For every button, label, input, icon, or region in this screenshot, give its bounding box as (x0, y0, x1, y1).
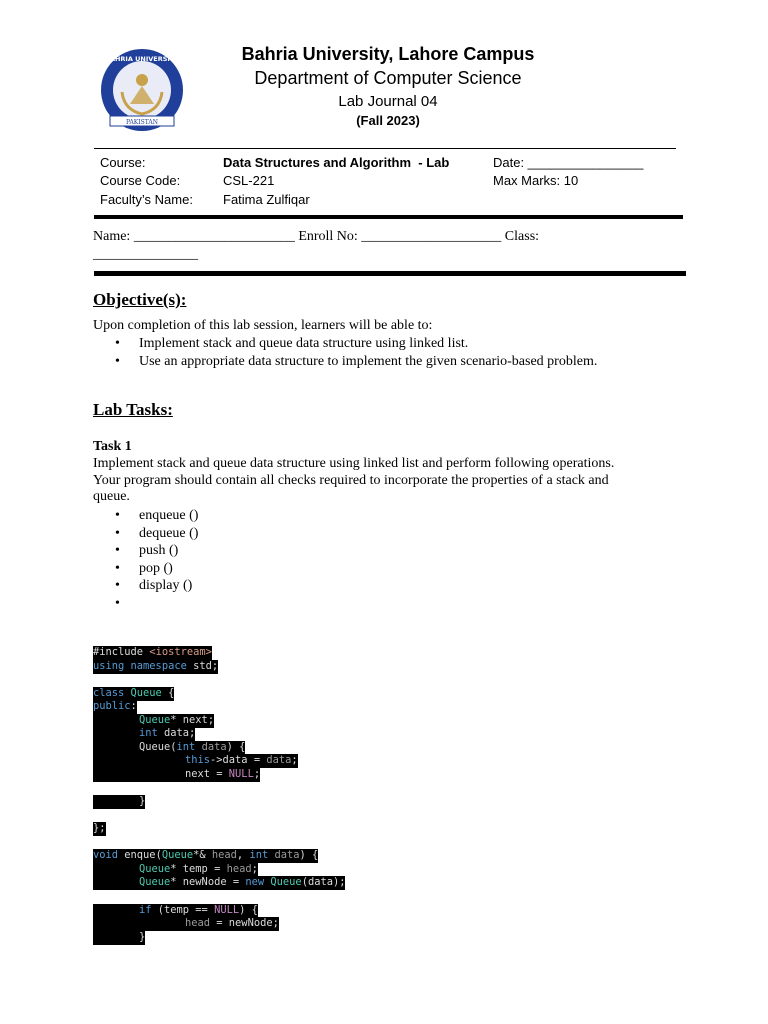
code-line: } (93, 795, 145, 809)
code-line: using namespace std; (93, 660, 219, 672)
task-description-3: queue. (93, 489, 130, 504)
course-value: Data Structures and Algorithm - Lab (223, 155, 450, 170)
code-line: } (93, 931, 145, 945)
lab-tasks-heading: Lab Tasks: (93, 400, 173, 419)
list-item: • (115, 595, 120, 611)
code-line: public: (93, 700, 137, 712)
task-title: Task 1 (93, 439, 132, 454)
student-info-line: Name: _______________________ Enroll No: ____________________ Class: (93, 229, 540, 244)
operations-list (93, 507, 198, 612)
code-line: void enque(Queue*& head, int data) { (93, 849, 319, 861)
logo-bottom-text: PAKISTAN (125, 119, 159, 126)
code-line: next = NULL; (93, 768, 260, 782)
date-field: Date: ________________ (493, 155, 644, 170)
list-item: • Use an appropriate data structure to implement the given scenario-based problem. (115, 353, 598, 369)
code-line: if (temp == NULL) { (93, 904, 258, 918)
university-title: Bahria University, Lahore Campus (241, 44, 535, 64)
objectives-list (93, 335, 597, 370)
logo-top-text: BAHRIA UNIVERSITY (105, 55, 179, 63)
code-line: head = newNode; (93, 917, 279, 931)
code-line: Queue* newNode = new Queue(data); (93, 876, 345, 890)
objectives-heading: Objective(s): (93, 290, 187, 309)
objectives-intro: Upon completion of this lab session, learners will be able to: (93, 318, 433, 333)
header-divider (94, 148, 676, 149)
max-marks: Max Marks: 10 (493, 173, 579, 188)
lab-journal-title: Lab Journal 04 (338, 93, 438, 110)
list-item: • pop () (115, 560, 173, 576)
task-description-2: Your program should contain all checks required to incorporate the properties of a stack and (93, 473, 609, 488)
list-item: • Implement stack and queue data structure using linked list. (115, 336, 469, 351)
faculty-value: Fatima Zulfiqar (223, 192, 310, 207)
code-line: Queue* next; (93, 714, 214, 728)
term-label: (Fall 2023) (356, 113, 420, 128)
course-label: Course: (100, 155, 146, 170)
course-code-value: CSL-221 (223, 173, 275, 188)
faculty-label: Faculty’s Name: (100, 192, 193, 207)
code-line: Queue(int data) { (93, 741, 245, 755)
department-title: Department of Computer Science (254, 68, 522, 88)
task-description-1: Implement stack and queue data structure using linked list and perform following operations. (93, 456, 615, 471)
code-line: this->data = data; (93, 754, 298, 768)
list-item: • dequeue () (115, 525, 199, 541)
code-line: class Queue { (93, 687, 175, 699)
student-divider (94, 271, 686, 276)
class-blank: _______________ (93, 247, 198, 262)
list-item: • push () (115, 543, 179, 558)
list-item: • display () (115, 578, 193, 593)
code-line: }; (93, 822, 106, 834)
code-line: int data; (93, 727, 195, 741)
list-item: • enqueue () (115, 508, 199, 523)
university-logo (100, 48, 184, 132)
info-divider (94, 215, 683, 219)
code-line: Queue* temp = head; (93, 863, 258, 877)
course-code-label: Course Code: (100, 173, 181, 188)
code-line: #include <iostream> (93, 646, 212, 658)
